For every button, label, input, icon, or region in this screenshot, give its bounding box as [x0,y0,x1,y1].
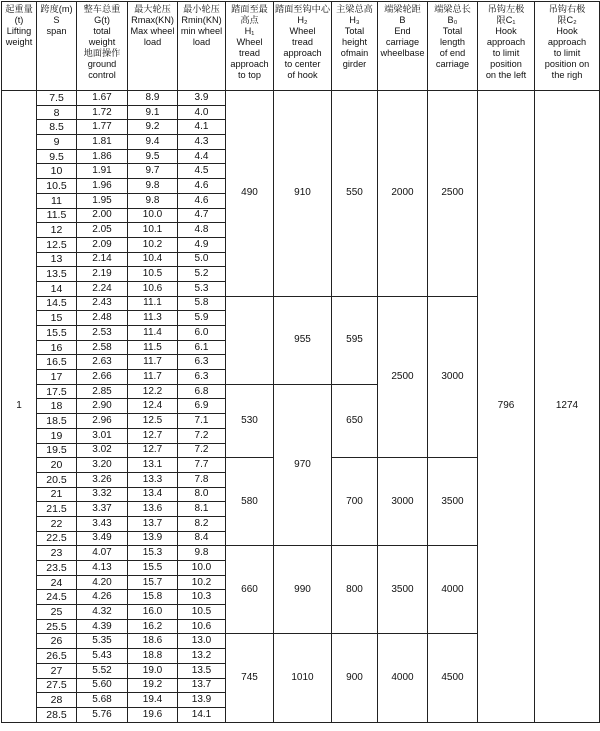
end-carriage-length-cell: 3500 [428,458,478,546]
max-wheel-load-cell: 15.7 [128,575,178,590]
span-cell: 17.5 [37,384,77,399]
span-cell: 10.5 [37,179,77,194]
min-wheel-load-cell: 8.2 [178,516,226,531]
span-cell: 21.5 [37,502,77,517]
span-cell: 24.5 [37,590,77,605]
span-cell: 11.5 [37,208,77,223]
total-weight-cell: 5.43 [77,649,128,664]
min-wheel-load-cell: 4.9 [178,237,226,252]
header-c2: 吊钩右极 限C₂ Hook approach to limit position on the righ [535,2,600,91]
h3-cell: 595 [332,296,378,384]
total-weight-cell: 2.58 [77,340,128,355]
span-cell: 18 [37,399,77,414]
span-cell: 11 [37,193,77,208]
max-wheel-load-cell: 13.9 [128,531,178,546]
total-weight-cell: 1.95 [77,193,128,208]
max-wheel-load-cell: 10.4 [128,252,178,267]
max-wheel-load-cell: 15.3 [128,546,178,561]
min-wheel-load-cell: 5.2 [178,267,226,282]
total-weight-cell: 2.19 [77,267,128,282]
max-wheel-load-cell: 10.6 [128,281,178,296]
span-cell: 23.5 [37,561,77,576]
total-weight-cell: 5.52 [77,663,128,678]
header-h2: 踏面至钩中心 H₂ Wheel tread approach to center of hook [274,2,332,91]
total-weight-cell: 2.66 [77,370,128,385]
table-body [2,91,600,723]
min-wheel-load-cell: 10.0 [178,561,226,576]
total-weight-cell: 3.49 [77,531,128,546]
span-cell: 24 [37,575,77,590]
header-h1: 踏面至最 高点 H₁ Wheel tread approach to top [226,2,274,91]
max-wheel-load-cell: 15.8 [128,590,178,605]
header-span: 跨度(m) S span [37,2,77,91]
max-wheel-load-cell: 12.2 [128,384,178,399]
total-weight-cell: 4.26 [77,590,128,605]
total-weight-cell: 1.72 [77,105,128,120]
h3-cell: 650 [332,384,378,457]
span-cell: 25.5 [37,619,77,634]
total-weight-cell: 4.20 [77,575,128,590]
total-weight-cell: 5.68 [77,693,128,708]
span-cell: 10 [37,164,77,179]
min-wheel-load-cell: 13.7 [178,678,226,693]
min-wheel-load-cell: 6.3 [178,355,226,370]
span-cell: 8.5 [37,120,77,135]
end-carriage-length-cell: 4000 [428,546,478,634]
max-wheel-load-cell: 19.4 [128,693,178,708]
min-wheel-load-cell: 14.1 [178,707,226,722]
max-wheel-load-cell: 19.2 [128,678,178,693]
span-cell: 9 [37,135,77,150]
total-weight-cell: 5.76 [77,707,128,722]
header-c1: 吊钩左极 限C₁ Hook approach to limit position on the left [478,2,535,91]
total-weight-cell: 2.05 [77,223,128,238]
min-wheel-load-cell: 8.0 [178,487,226,502]
min-wheel-load-cell: 8.4 [178,531,226,546]
min-wheel-load-cell: 4.4 [178,149,226,164]
span-cell: 26.5 [37,649,77,664]
span-cell: 14.5 [37,296,77,311]
max-wheel-load-cell: 9.8 [128,193,178,208]
min-wheel-load-cell: 5.3 [178,281,226,296]
min-wheel-load-cell: 6.1 [178,340,226,355]
span-cell: 28 [37,693,77,708]
min-wheel-load-cell: 5.9 [178,311,226,326]
wheelbase-cell: 4000 [378,634,428,722]
max-wheel-load-cell: 13.1 [128,458,178,473]
min-wheel-load-cell: 4.1 [178,120,226,135]
min-wheel-load-cell: 13.0 [178,634,226,649]
max-wheel-load-cell: 12.7 [128,428,178,443]
h3-cell: 700 [332,458,378,546]
max-wheel-load-cell: 9.4 [128,135,178,150]
span-cell: 13.5 [37,267,77,282]
total-weight-cell: 3.37 [77,502,128,517]
total-weight-cell: 4.07 [77,546,128,561]
max-wheel-load-cell: 10.5 [128,267,178,282]
max-wheel-load-cell: 16.2 [128,619,178,634]
max-wheel-load-cell: 11.3 [128,311,178,326]
hook-right-limit-cell: 1274 [535,91,600,723]
header-h3: 主梁总高 H₃ Total height ofmain girder [332,2,378,91]
min-wheel-load-cell: 10.5 [178,605,226,620]
max-wheel-load-cell: 10.1 [128,223,178,238]
min-wheel-load-cell: 5.8 [178,296,226,311]
max-wheel-load-cell: 13.6 [128,502,178,517]
total-weight-cell: 1.77 [77,120,128,135]
max-wheel-load-cell: 19.0 [128,663,178,678]
span-cell: 27 [37,663,77,678]
total-weight-cell: 2.53 [77,326,128,341]
h1-cell [226,296,274,384]
h2-cell: 970 [274,384,332,546]
h1-cell: 490 [226,91,274,297]
max-wheel-load-cell: 11.5 [128,340,178,355]
span-cell: 25 [37,605,77,620]
min-wheel-load-cell: 7.1 [178,414,226,429]
min-wheel-load-cell: 4.8 [178,223,226,238]
total-weight-cell: 1.81 [77,135,128,150]
min-wheel-load-cell: 5.0 [178,252,226,267]
span-cell: 12.5 [37,237,77,252]
header-lifting-weight: 起重量 (t) Lifting weight [2,2,37,91]
max-wheel-load-cell: 18.8 [128,649,178,664]
min-wheel-load-cell: 4.0 [178,105,226,120]
min-wheel-load-cell: 9.8 [178,546,226,561]
end-carriage-length-cell: 4500 [428,634,478,722]
min-wheel-load-cell: 13.9 [178,693,226,708]
span-cell: 7.5 [37,91,77,106]
h2-cell: 1010 [274,634,332,722]
h1-cell: 580 [226,458,274,546]
wheelbase-cell: 3000 [378,458,428,546]
header-row [2,2,600,91]
min-wheel-load-cell: 6.0 [178,326,226,341]
total-weight-cell: 1.96 [77,179,128,194]
header-end-carriage-length: 端梁总长 B₀ Total length of end carriage [428,2,478,91]
max-wheel-load-cell: 15.5 [128,561,178,576]
total-weight-cell: 5.60 [77,678,128,693]
max-wheel-load-cell: 9.8 [128,179,178,194]
min-wheel-load-cell: 10.2 [178,575,226,590]
min-wheel-load-cell: 10.3 [178,590,226,605]
min-wheel-load-cell: 7.2 [178,428,226,443]
total-weight-cell: 2.48 [77,311,128,326]
total-weight-cell: 2.00 [77,208,128,223]
h3-cell: 900 [332,634,378,722]
header-total-weight: 整车总重 G(t) total weight 地面操作 ground control [77,2,128,91]
min-wheel-load-cell: 3.9 [178,91,226,106]
max-wheel-load-cell: 10.0 [128,208,178,223]
span-cell: 8 [37,105,77,120]
h2-cell: 990 [274,546,332,634]
min-wheel-load-cell: 4.7 [178,208,226,223]
span-cell: 22.5 [37,531,77,546]
total-weight-cell: 3.43 [77,516,128,531]
span-cell: 19.5 [37,443,77,458]
max-wheel-load-cell: 12.7 [128,443,178,458]
total-weight-cell: 2.09 [77,237,128,252]
h1-cell: 660 [226,546,274,634]
min-wheel-load-cell: 10.6 [178,619,226,634]
span-cell: 13 [37,252,77,267]
wheelbase-cell: 2500 [378,296,428,458]
total-weight-cell: 3.02 [77,443,128,458]
span-cell: 17 [37,370,77,385]
total-weight-cell: 2.90 [77,399,128,414]
total-weight-cell: 1.91 [77,164,128,179]
end-carriage-length-cell: 3000 [428,296,478,458]
max-wheel-load-cell: 13.3 [128,472,178,487]
span-cell: 12 [37,223,77,238]
min-wheel-load-cell: 7.2 [178,443,226,458]
h2-cell: 910 [274,91,332,297]
max-wheel-load-cell: 9.2 [128,120,178,135]
max-wheel-load-cell: 9.1 [128,105,178,120]
header-min-wheel-load: 最小轮压 Rmin(KN) min wheel load [178,2,226,91]
min-wheel-load-cell: 4.6 [178,179,226,194]
span-cell: 9.5 [37,149,77,164]
min-wheel-load-cell: 13.2 [178,649,226,664]
h2-cell: 955 [274,296,332,384]
hook-left-limit-cell: 796 [478,91,535,723]
span-cell: 28.5 [37,707,77,722]
total-weight-cell: 4.13 [77,561,128,576]
max-wheel-load-cell: 10.2 [128,237,178,252]
wheelbase-cell: 3500 [378,546,428,634]
max-wheel-load-cell: 13.7 [128,516,178,531]
max-wheel-load-cell: 12.4 [128,399,178,414]
span-cell: 27.5 [37,678,77,693]
min-wheel-load-cell: 4.6 [178,193,226,208]
max-wheel-load-cell: 13.4 [128,487,178,502]
total-weight-cell: 3.26 [77,472,128,487]
crane-spec-table [1,1,600,723]
span-cell: 19 [37,428,77,443]
total-weight-cell: 2.14 [77,252,128,267]
span-cell: 15 [37,311,77,326]
max-wheel-load-cell: 9.5 [128,149,178,164]
min-wheel-load-cell: 8.1 [178,502,226,517]
min-wheel-load-cell: 7.7 [178,458,226,473]
wheelbase-cell: 2000 [378,91,428,297]
min-wheel-load-cell: 7.8 [178,472,226,487]
min-wheel-load-cell: 4.3 [178,135,226,150]
min-wheel-load-cell: 6.3 [178,370,226,385]
total-weight-cell: 5.35 [77,634,128,649]
span-cell: 16 [37,340,77,355]
total-weight-cell: 3.32 [77,487,128,502]
span-cell: 14 [37,281,77,296]
total-weight-cell: 3.01 [77,428,128,443]
max-wheel-load-cell: 11.7 [128,370,178,385]
h3-cell: 800 [332,546,378,634]
total-weight-cell: 2.96 [77,414,128,429]
total-weight-cell: 1.86 [77,149,128,164]
span-cell: 15.5 [37,326,77,341]
h1-cell: 530 [226,384,274,457]
min-wheel-load-cell: 13.5 [178,663,226,678]
span-cell: 22 [37,516,77,531]
header-wheelbase: 端梁轮距 B End carriage wheelbase [378,2,428,91]
total-weight-cell: 2.24 [77,281,128,296]
max-wheel-load-cell: 19.6 [128,707,178,722]
max-wheel-load-cell: 16.0 [128,605,178,620]
total-weight-cell: 4.39 [77,619,128,634]
max-wheel-load-cell: 12.5 [128,414,178,429]
total-weight-cell: 4.32 [77,605,128,620]
min-wheel-load-cell: 4.5 [178,164,226,179]
span-cell: 18.5 [37,414,77,429]
h3-cell: 550 [332,91,378,297]
max-wheel-load-cell: 11.4 [128,326,178,341]
span-cell: 26 [37,634,77,649]
max-wheel-load-cell: 11.1 [128,296,178,311]
end-carriage-length-cell: 2500 [428,91,478,297]
total-weight-cell: 2.43 [77,296,128,311]
span-cell: 16.5 [37,355,77,370]
total-weight-cell: 3.20 [77,458,128,473]
total-weight-cell: 1.67 [77,91,128,106]
span-cell: 20 [37,458,77,473]
table-row [2,91,600,106]
max-wheel-load-cell: 11.7 [128,355,178,370]
max-wheel-load-cell: 8.9 [128,91,178,106]
h1-cell: 745 [226,634,274,722]
max-wheel-load-cell: 9.7 [128,164,178,179]
total-weight-cell: 2.63 [77,355,128,370]
span-cell: 20.5 [37,472,77,487]
min-wheel-load-cell: 6.9 [178,399,226,414]
span-cell: 21 [37,487,77,502]
max-wheel-load-cell: 18.6 [128,634,178,649]
header-max-wheel-load: 最大轮压 Rmax(KN) Max wheel load [128,2,178,91]
lifting-weight-cell: 1 [2,91,37,723]
min-wheel-load-cell: 6.8 [178,384,226,399]
total-weight-cell: 2.85 [77,384,128,399]
span-cell: 23 [37,546,77,561]
